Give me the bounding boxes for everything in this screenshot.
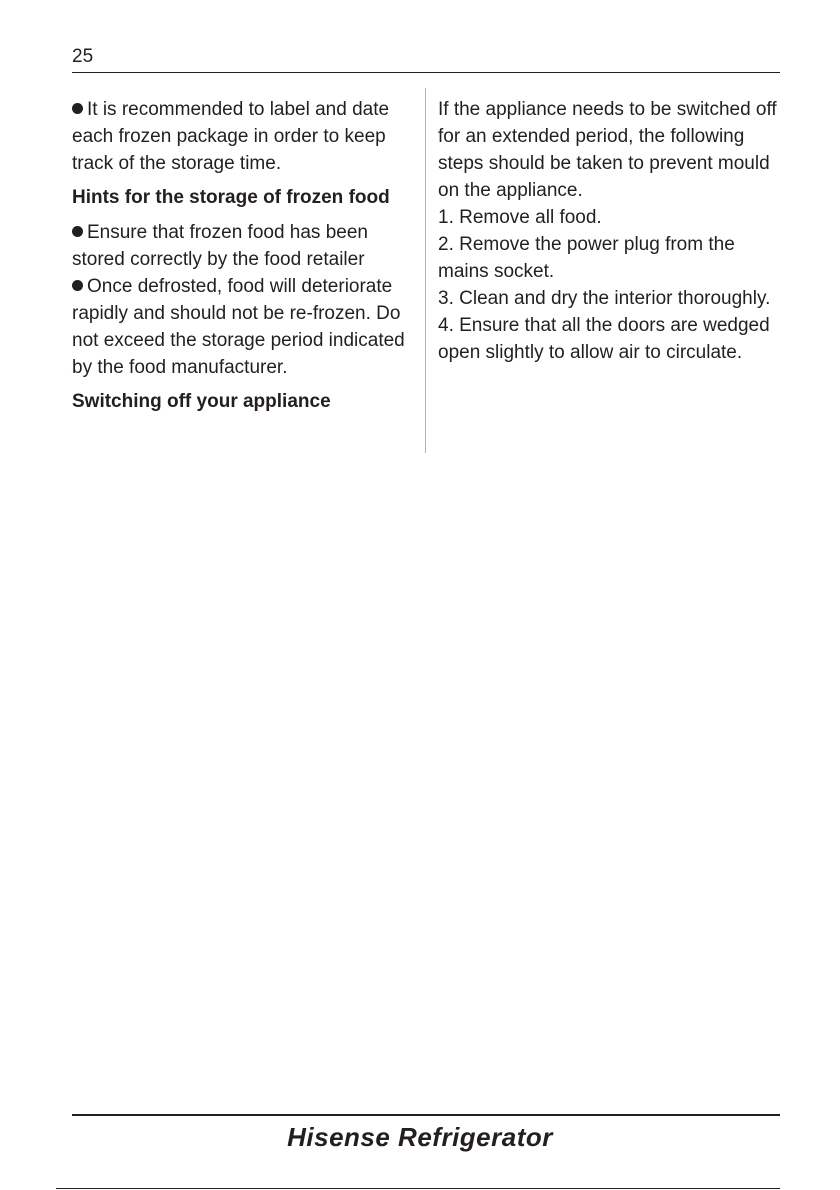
bullet-icon: [72, 103, 83, 114]
step-item: 4. Ensure that all the doors are wedged open slightly to allow air to circulate.: [438, 315, 770, 363]
heading-storage-hints: Hints for the storage of frozen food: [72, 187, 390, 208]
bullet-item-defrosted: [72, 273, 417, 381]
bullet-item-stored-correctly: [72, 219, 417, 273]
bullet-icon: [72, 280, 83, 291]
step-item: 3. Clean and dry the interior thoroughly.: [438, 288, 771, 309]
footer-brand: Hisense Refrigerator: [287, 1122, 553, 1152]
bullet-text: Once defrosted, food will deteriorate rapidly and should not be re-frozen. Do not exceed the storage period indicated by the food manufacturer.: [72, 276, 405, 378]
footer-rule: [72, 1114, 780, 1116]
step-item: 1. Remove all food.: [438, 207, 602, 228]
bullet-icon: [72, 226, 83, 237]
heading-switching-off: Switching off your appliance: [72, 391, 331, 412]
page-number: 25: [72, 46, 94, 67]
bullet-text: Ensure that frozen food has been stored correctly by the food retailer: [72, 222, 368, 270]
column-divider: [425, 88, 426, 453]
left-column: [72, 96, 417, 423]
switch-off-intro: If the appliance needs to be switched off for an extended period, the following steps should be taken to prevent mould on the appliance.: [438, 99, 777, 201]
right-column: [438, 96, 780, 366]
bottom-rule: [56, 1188, 780, 1189]
step-item: 2. Remove the power plug from the mains socket.: [438, 234, 735, 282]
bullet-item-label-date: [72, 96, 417, 177]
bullet-text: It is recommended to label and date each frozen package in order to keep track of the storage time.: [72, 99, 390, 174]
header-rule: [72, 72, 780, 73]
